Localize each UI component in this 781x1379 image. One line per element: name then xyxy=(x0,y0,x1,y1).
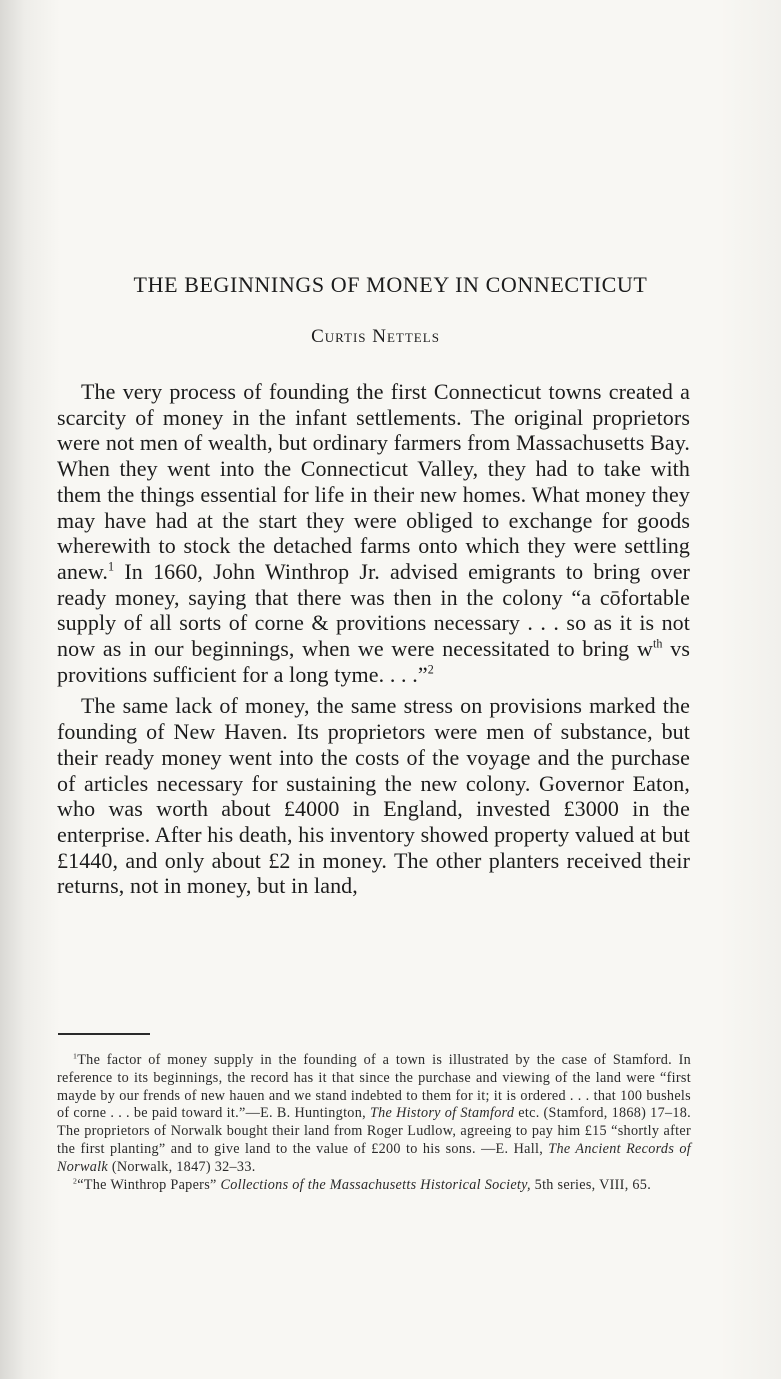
paragraph-1-part-1: The very process of founding the first Connecticut towns created a scarcity of money in the infant settlements. The original proprietors were not men of wealth, but ordinary farmers from Massachusetts Bay. When they went into the Connecticut Valley, they had to take with them the things essential for life in their new homes. What money they may have had at the start they were obliged to exchange for goods wherewith to stock the detached farms onto which they were settling anew. xyxy=(57,379,690,584)
author-name: Curtis Nettels xyxy=(311,326,440,347)
footnote-1-text-2: etc. (Stamford, 1868) 17–18. The proprietors of Norwalk bought their land from Roger Ludlow, agreeing to pay him £15 “shortly after the first planting” and to give land to the value of £200 to his sons. —E. Hall, xyxy=(57,1105,691,1157)
paragraph-1-part-3: vs provitions sufficient for a long tyme. . . .” xyxy=(57,636,690,687)
footnote-1-text-1: The factor of money supply in the founding of a town is illustrated by the case of Stamford. In reference to its beginnings, the record has it that since the purchase and viewing of the land were “first mayde by our frends of new hauen and we stand indebted to them for it; it is ordered . . . that 100 bushels of corne . . . be paid toward it.”—E. B. Huntington, xyxy=(57,1052,691,1122)
footnote-1 xyxy=(57,1052,691,1177)
superscript-th: th xyxy=(652,636,663,651)
footnotes xyxy=(57,1052,691,1194)
paragraph-2: The same lack of money, the same stress on provisions marked the founding of New Haven. Its proprietors were men of substance, but their ready money went into the costs of the voyage and the purchase of articles necessary for sustaining the new colony. Governor Eaton, who was worth about £4000 in England, invested £3000 in the enterprise. After his death, his inventory showed property valued at but £1440, and only about £2 in money. The other planters received their returns, not in money, but in land, xyxy=(57,693,690,899)
footnote-ref-1[interactable]: 1 xyxy=(108,559,115,574)
footnote-2 xyxy=(57,1177,691,1195)
article-title: THE BEGINNINGS OF MONEY IN CONNECTICUT xyxy=(133,272,648,297)
footnote-ref-2[interactable]: 2 xyxy=(427,662,434,677)
footnote-2-text-2: 5th series, VIII, 65. xyxy=(530,1176,652,1193)
article-body xyxy=(57,379,690,899)
footnote-1-title-2: The Ancient Records of Norwalk xyxy=(57,1140,691,1175)
footnote-1-text-3: (Norwalk, 1847) 32–33. xyxy=(107,1158,256,1175)
footnote-2-text-1: “The Winthrop Papers” xyxy=(77,1176,221,1193)
footnote-1-title-1: The History of Stamford xyxy=(369,1105,515,1122)
paragraph-1-part-2: In 1660, John Winthrop Jr. advised emigrants to bring over ready money, saying that there was then in the colony “a cōfortable supply of all sorts of corne & provitions necessary . . . so as it is not now as in our beginnings, when we were necessitated to bring w xyxy=(57,558,690,662)
paragraph-1 xyxy=(57,379,690,687)
footnote-2-marker: 2 xyxy=(73,1175,78,1185)
footnote-divider xyxy=(58,1033,150,1035)
footnote-1-marker: 1 xyxy=(73,1051,78,1061)
footnote-2-title: Collections of the Massachusetts Historical Society, xyxy=(220,1176,531,1193)
